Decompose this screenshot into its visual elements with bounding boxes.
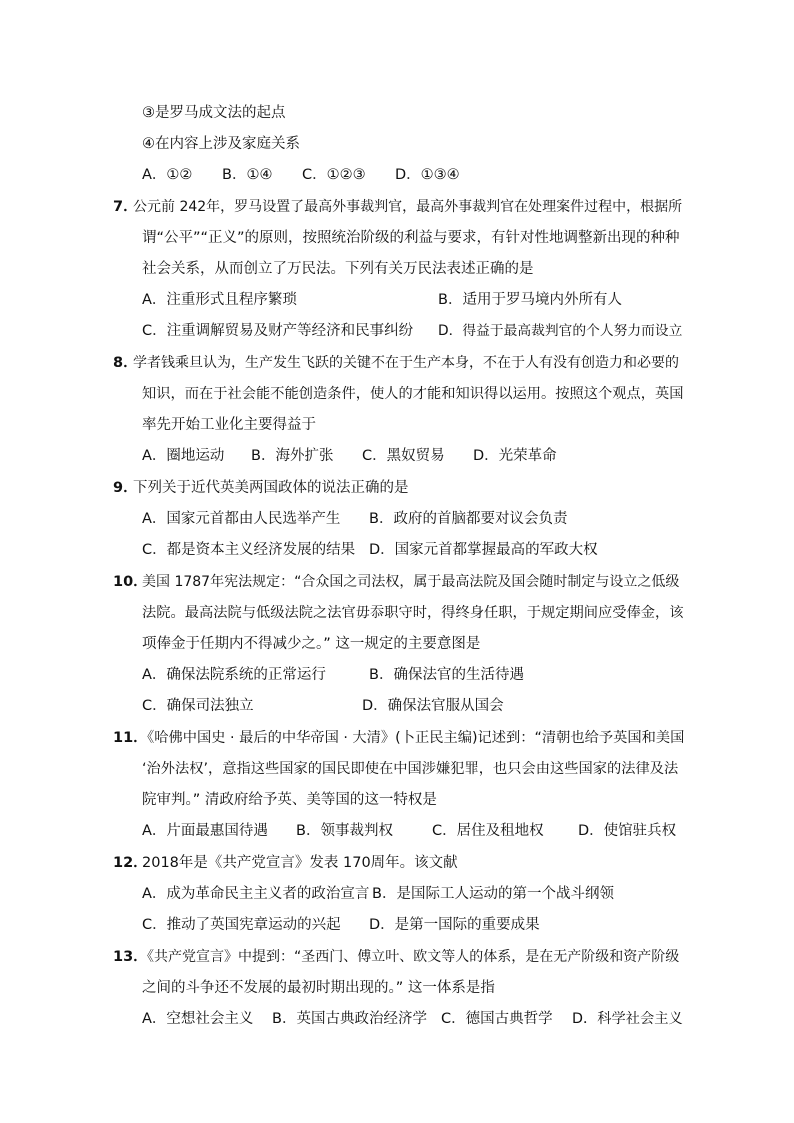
question-10-text-line3: 项俸金于任期内不得减少之。” 这一规定的主要意图是 (142, 636, 481, 652)
question-7-option-a: A．注重形式且程序繁琐 (142, 292, 297, 308)
statement-3: ③是罗马成文法的起点 (142, 105, 286, 121)
question-10-text-line1: 美国 1787年宪法规定：“合众国之司法权，属于最高法院及国会随时制定与设立之低级 (142, 574, 680, 590)
question-13-option-d: D．科学社会主义 (572, 1011, 683, 1027)
option-a: A．①② (142, 167, 193, 183)
question-13-option-b: B．英国古典政治经济学 (272, 1011, 427, 1027)
question-9-text-line1: 下列关于近代英美两国政体的说法正确的是 (133, 480, 409, 496)
option-b: B．①④ (222, 167, 273, 183)
question-9-option-b: B．政府的首脑都要对议会负责 (369, 511, 568, 527)
question-13-option-a: A．空想社会主义 (142, 1011, 254, 1027)
question-11-text-line1: 《哈佛中国史 · 最后的中华帝国 · 大清》(卜正民主编)记述到：“清朝也给予英国和美国 (140, 730, 685, 746)
question-9-option-d: D．国家元首都掌握最高的军政大权 (369, 542, 598, 558)
question-11-option-c: C．居住及租地权 (432, 823, 544, 839)
question-12-text-line1: 2018年是《共产党宣言》发表 170周年。该文献 (142, 855, 458, 871)
question-7-number: 7． (113, 199, 138, 215)
question-12-option-b: B．是国际工人运动的第一个战斗纲领 (372, 886, 614, 902)
question-8-text-line3: 率先开始工业化主要得益于 (142, 417, 316, 433)
question-8-text-line1: 学者钱乘旦认为，生产发生飞跃的关键不在于生产本身，不在于人有没有创造力和必要的 (133, 355, 679, 371)
question-9-option-c: C．都是资本主义经济发展的结果 (142, 542, 356, 558)
question-12-option-d: D．是第一国际的重要成果 (369, 917, 540, 933)
question-8-option-b: B．海外扩张 (251, 448, 334, 464)
question-9-number: 9． (113, 480, 138, 496)
question-13-text-line1: 《共产党宣言》中提到：“圣西门、傅立叶、欧文等人的体系，是在无产阶级和资产阶级 (140, 949, 680, 965)
question-11-option-b: B．领事裁判权 (296, 823, 393, 839)
question-7-option-b: B．适用于罗马境内外所有人 (438, 292, 622, 308)
question-8-option-c: C．黑奴贸易 (362, 448, 445, 464)
question-8-number: 8． (113, 355, 138, 371)
question-10-text-line2: 法院。最高法院与低级法院之法官毋忝职守时，得终身任职，于规定期间应受俸金，该 (142, 605, 684, 621)
option-d: D．①③④ (395, 167, 460, 183)
question-10-option-c: C．确保司法独立 (142, 698, 254, 714)
question-11-text-line2: ‘治外法权’，意指这些国家的国民即使在中国涉嫌犯罪，也只会由这些国家的法律及法 (142, 761, 679, 777)
question-11-text-line3: 院审判。” 清政府给予英、美等国的这一特权是 (142, 792, 437, 808)
question-13-option-c: C．德国古典哲学 (441, 1011, 553, 1027)
question-11-option-a: A．片面最惠国待遇 (142, 823, 268, 839)
question-11-number: 11． (113, 730, 148, 746)
question-12-number: 12． (113, 855, 148, 871)
question-7-text-line3: 社会关系，从而创立了万民法。下列有关万民法表述正确的是 (142, 261, 534, 277)
question-10-option-d: D．确保法官服从国会 (362, 698, 504, 714)
question-8-text-line2: 知识，而在于社会能不能创造条件，使人的才能和知识得以运用。按照这个观点，英国 (142, 386, 684, 402)
question-12-option-c: C．推动了英国宪章运动的兴起 (142, 917, 341, 933)
question-12-option-a: A．成为革命民主主义者的政治宣言 (142, 886, 370, 902)
question-10-option-a: A．确保法院系统的正常运行 (142, 667, 326, 683)
question-7-text-line1: 公元前 242年，罗马设置了最高外事裁判官，最高外事裁判官在处理案件过程中，根据所 (133, 199, 683, 215)
question-9-option-a: A．国家元首都由人民选举产生 (142, 511, 341, 527)
question-7-option-d: D．得益于最高裁判官的个人努力而设立 (438, 323, 683, 339)
statement-4: ④在内容上涉及家庭关系 (142, 136, 300, 152)
question-11-option-d: D．使馆驻兵权 (578, 823, 677, 839)
question-13-text-line2: 之间的斗争还不发展的最初时期出现的。” 这一体系是指 (142, 980, 495, 996)
question-10-number: 10． (113, 574, 148, 590)
question-10-option-b: B．确保法官的生活待遇 (369, 667, 524, 683)
question-7-text-line2: 谓“公平”“正义”的原则，按照统治阶级的利益与要求，有针对性地调整新出现的种种 (142, 230, 680, 246)
question-8-option-a: A．圈地运动 (142, 448, 225, 464)
question-7-option-c: C．注重调解贸易及财产等经济和民事纠纷 (142, 323, 414, 339)
option-c: C．①②③ (302, 167, 366, 183)
question-13-number: 13． (113, 949, 148, 965)
question-8-option-d: D．光荣革命 (473, 448, 557, 464)
